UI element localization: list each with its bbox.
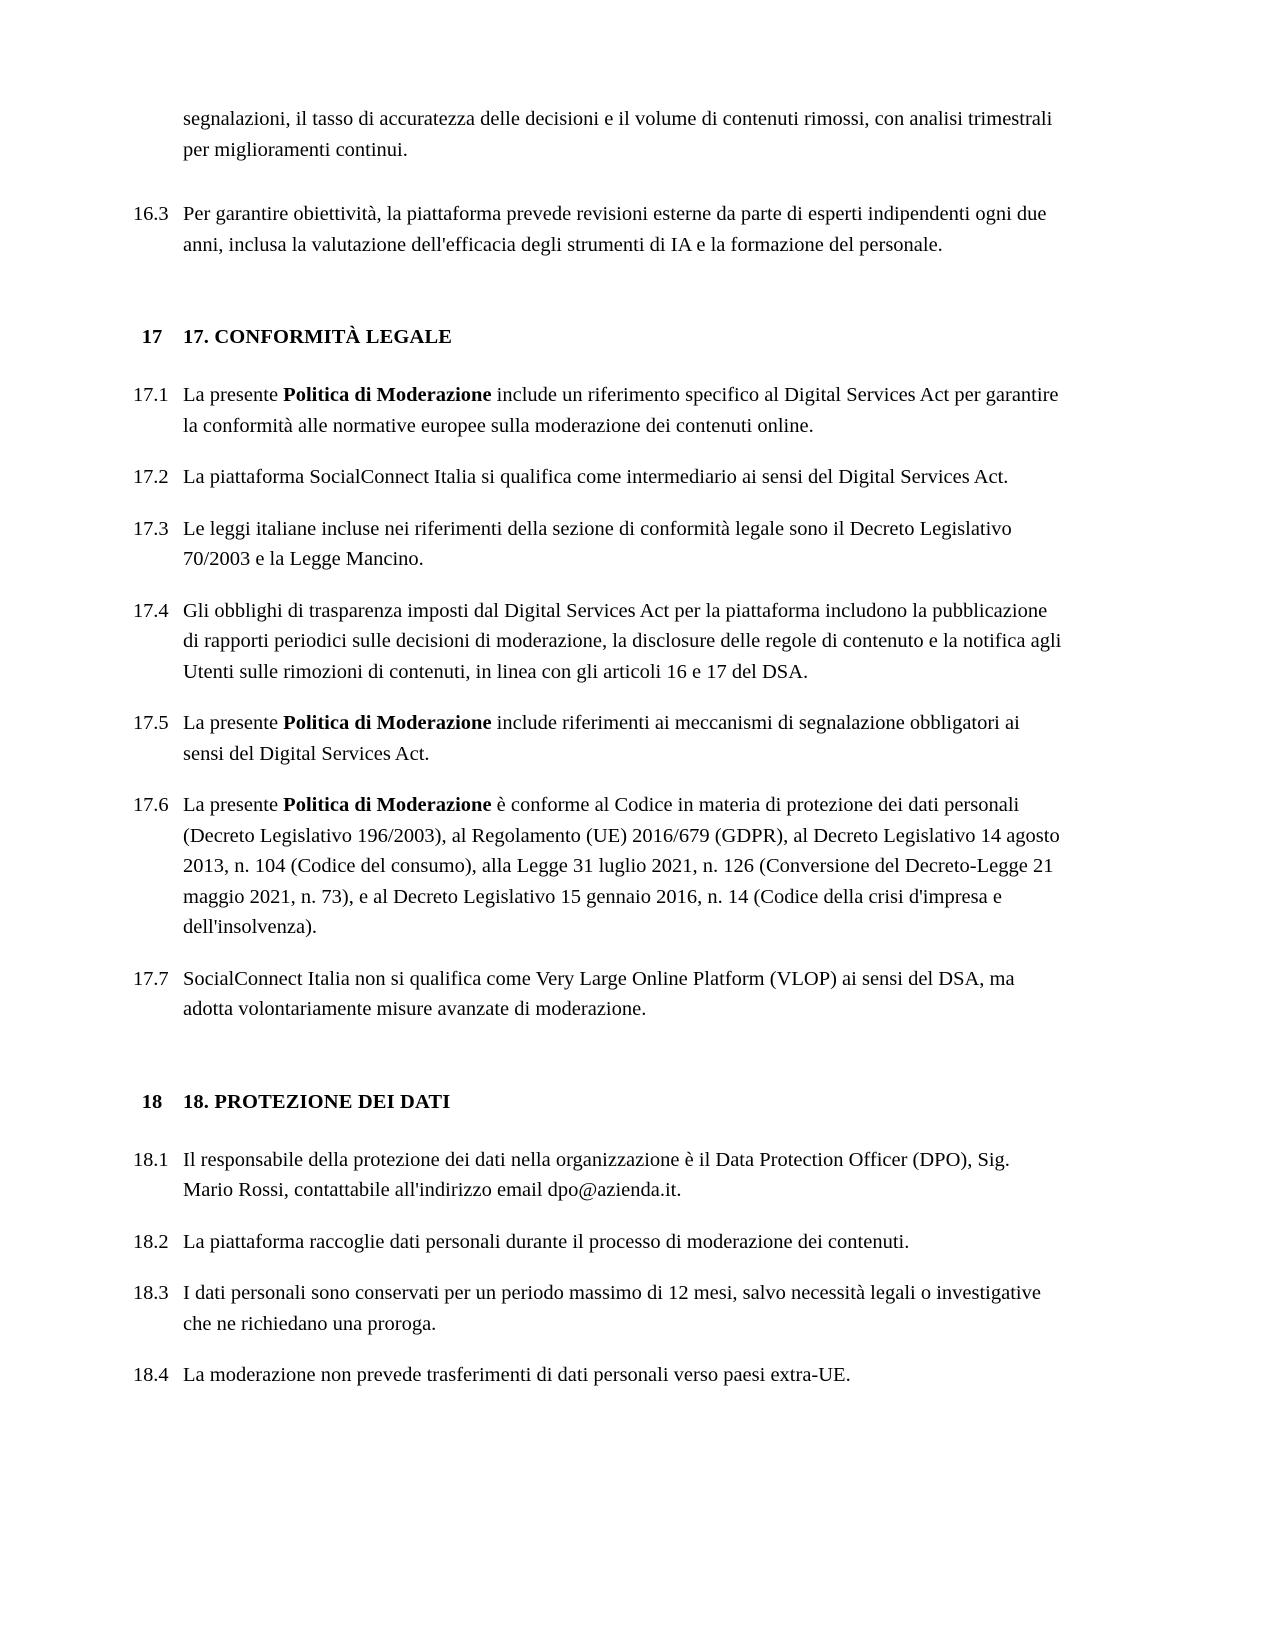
clause-18-1 bbox=[133, 1145, 1065, 1206]
clause-18-2 bbox=[133, 1227, 1065, 1258]
clause-number: 17.4 bbox=[133, 599, 169, 622]
section-title: 17. CONFORMITÀ LEGALE bbox=[183, 326, 453, 348]
clause-text: Gli obblighi di trasparenza imposti dal Digital Services Act per la piattaforma includono la pubblicazione di rapporti periodici sulle decisioni di moderazione, la disclosure delle regole di contenuto e la notifica agli Utenti sulle rimozioni di contenuti, in linea con gli articoli 16 e 17 del DSA. bbox=[183, 599, 1062, 683]
clause-text: Per garantire obiettività, la piattaforma prevede revisioni esterne da parte di esperti indipendenti ogni due anni, inclusa la valutazione dell'efficacia degli strumenti di IA e la formazione del personale. bbox=[183, 203, 1047, 256]
emphasis-text: Politica di Moderazione bbox=[283, 384, 492, 406]
section-number: 18 bbox=[141, 1090, 163, 1113]
continuation-paragraph-text: segnalazioni, il tasso di accuratezza delle decisioni e il volume di contenuti rimossi, con analisi trimestrali per miglioramenti continui. bbox=[183, 108, 1053, 161]
section-number: 17 bbox=[141, 326, 163, 348]
emphasis-text: Politica di Moderazione bbox=[283, 794, 492, 816]
clause-text: I dati personali sono conservati per un periodo massimo di 12 mesi, salvo necessità legali o investigative che ne richiedano una proroga. bbox=[183, 1282, 1041, 1335]
clause-17-6 bbox=[133, 790, 1065, 943]
section-heading-17 bbox=[133, 322, 1065, 352]
section-title: 18. PROTEZIONE DEI DATI bbox=[183, 1090, 451, 1113]
clause-number: 16.3 bbox=[133, 203, 169, 225]
clause-number: 17.2 bbox=[133, 466, 169, 488]
clause-number: 17.1 bbox=[133, 384, 169, 406]
clause-number: 17.7 bbox=[133, 967, 169, 990]
clause-18-4 bbox=[133, 1360, 1065, 1391]
clause-number: 18.2 bbox=[133, 1230, 169, 1253]
clause-number: 18.1 bbox=[133, 1148, 169, 1171]
clause-18-3 bbox=[133, 1278, 1065, 1339]
clause-text: La piattaforma SocialConnect Italia si qualifica come intermediario ai sensi del Digital Services Act. bbox=[183, 466, 1009, 488]
clause-number: 17.5 bbox=[133, 712, 169, 734]
clause-17-2 bbox=[133, 462, 1065, 493]
clause-text: SocialConnect Italia non si qualifica come Very Large Online Platform (VLOP) ai sensi del DSA, ma adotta volontariamente misure avanzate di moderazione. bbox=[183, 967, 1015, 1020]
clause-text: Le leggi italiane incluse nei riferimenti della sezione di conformità legale sono il Decreto Legislativo 70/2003 e la Legge Mancino. bbox=[183, 517, 1012, 570]
clause-17-4 bbox=[133, 596, 1065, 688]
clause-17-7 bbox=[133, 964, 1065, 1025]
clause-text: Il responsabile della protezione dei dati nella organizzazione è il Data Protection Officer (DPO), Sig. Mario Rossi, contattabile all'indirizzo email dpo@azienda.it. bbox=[183, 1148, 1010, 1201]
clause-17-3 bbox=[133, 514, 1065, 575]
clause-number: 18.3 bbox=[133, 1282, 169, 1304]
clause-text: La piattaforma raccoglie dati personali durante il processo di moderazione dei contenuti. bbox=[183, 1230, 910, 1253]
clause-16-3 bbox=[133, 199, 1065, 260]
document-body bbox=[133, 104, 1065, 1391]
clause-number: 17.6 bbox=[133, 794, 169, 816]
emphasis-text: Politica di Moderazione bbox=[283, 712, 492, 734]
clause-text: La presente Politica di Moderazione include riferimenti ai meccanismi di segnalazione obbligatori ai sensi del Digital Services Act. bbox=[183, 712, 1020, 765]
continuation-paragraph bbox=[133, 104, 1065, 165]
clause-number: 17.3 bbox=[133, 517, 169, 540]
clause-text: La moderazione non prevede trasferimenti di dati personali verso paesi extra-UE. bbox=[183, 1364, 851, 1386]
section-heading-18 bbox=[133, 1087, 1065, 1117]
clause-17-1 bbox=[133, 380, 1065, 441]
clause-number: 18.4 bbox=[133, 1364, 169, 1386]
clause-17-5 bbox=[133, 708, 1065, 769]
clause-text: La presente Politica di Moderazione include un riferimento specifico al Digital Services Act per garantire la conformità alle normative europee sulla moderazione dei contenuti online. bbox=[183, 384, 1059, 437]
clause-text: La presente Politica di Moderazione è conforme al Codice in materia di protezione dei dati personali (Decreto Legislativo 196/2003), al Regolamento (UE) 2016/679 (GDPR), al Decreto Legislativo 14 agosto 2013, n. 104 (Codice del consumo), alla Legge 31 luglio 2021, n. 126 (Conversione del Decreto-Legge 21 maggio 2021, n. 73), e al Decreto Legislativo 15 gennaio 2016, n. 14 (Codice della crisi d'impresa e dell'insolvenza). bbox=[183, 794, 1060, 938]
